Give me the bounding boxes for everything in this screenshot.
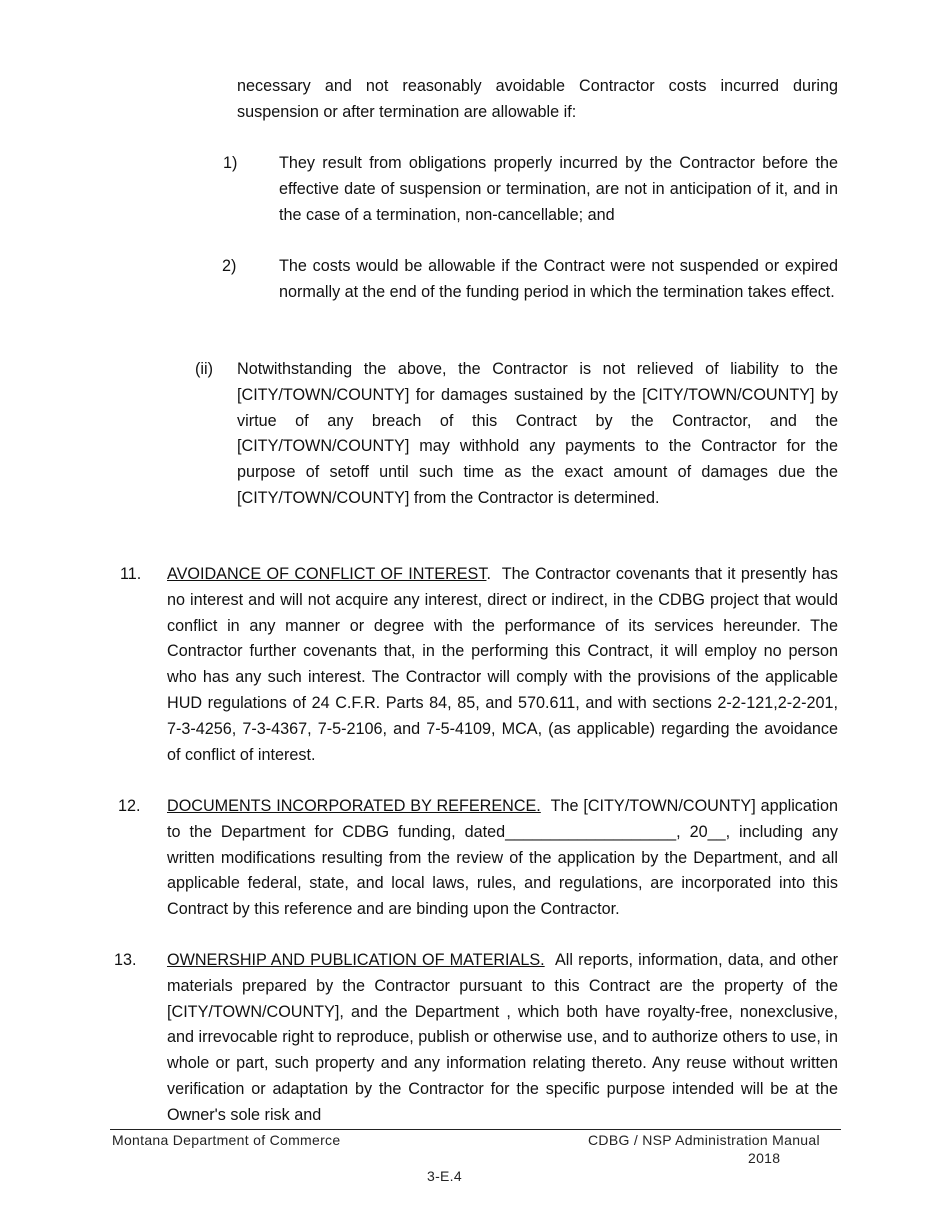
section-number: 11. — [120, 565, 142, 583]
section-13-paragraph — [167, 948, 838, 1129]
footer-left: Montana Department of Commerce — [112, 1132, 341, 1148]
subitem-number: 1) — [223, 154, 238, 172]
subitem-number: 2) — [222, 257, 237, 275]
subitem-text: The costs would be allowable if the Contract were not suspended or expired normally at the end of the funding period in which the termination takes effect. — [279, 257, 838, 301]
section-heading-punct: . — [486, 565, 491, 583]
continued-paragraph: necessary and not reasonably avoidable Contractor costs incurred during suspension or after termination are allowable if: — [237, 77, 838, 121]
footer-right-title: CDBG / NSP Administration Manual — [588, 1132, 820, 1148]
section-heading: AVOIDANCE OF CONFLICT OF INTEREST — [167, 565, 487, 583]
subitem-text: They result from obligations properly incurred by the Contractor before the effective date of suspension or termination, are not in anticipation of it, and in the case of a termination, non-cancellable; and — [279, 154, 838, 224]
item-ii-number: (ii) — [195, 360, 213, 378]
section-12-paragraph — [167, 794, 838, 923]
section-11-paragraph — [167, 562, 838, 768]
section-number: 12. — [118, 797, 141, 815]
page-number: 3-E.4 — [427, 1168, 462, 1184]
footer-right-year: 2018 — [748, 1150, 781, 1166]
section-heading: OWNERSHIP AND PUBLICATION OF MATERIALS. — [167, 951, 545, 969]
section-body: The Contractor covenants that it presently has no interest and will not acquire any interest, direct or indirect, in the CDBG project that would conflict in any manner or degree with the performance of its services hereunder. The Contractor further covenants that, in the performing this Contract, it will employ no person who has any such interest. The Contractor will comply with the provisions of the applicable HUD regulations of 24 C.F.R. Parts 84, 85, and 570.611, and with sections 2-2-121,2-2-201, 7-3-4256, 7-3-4367, 7-5-2106, and 7-5-4109, MCA, (as applicable) regarding the avoidance of conflict of interest. — [167, 565, 838, 764]
section-body: The [CITY/TOWN/COUNTY] application to the Department for CDBG funding, dated___________________, 20__, including any written modifications resulting from the review of the application by the Department, and all applicable federal, state, and local laws, rules, and regulations, are incorporated into this Contract by this reference and are binding upon the Contractor. — [167, 797, 838, 919]
footer-divider — [110, 1129, 841, 1130]
section-number: 13. — [114, 951, 137, 969]
section-body: All reports, information, data, and other materials prepared by the Contractor pursuant to this Contract are the property of the [CITY/TOWN/COUNTY], and the Department , which both have royalty-free, nonexclusive, and irrevocable right to reproduce, publish or otherwise use, and to authorize others to use, in whole or part, such property and any information relating thereto. Any reuse without written verification or adaptation by the Contractor for the specific purpose intended will be at the Owner's sole risk and — [167, 951, 839, 1124]
item-ii-text: Notwithstanding the above, the Contractor is not relieved of liability to the [CITY/TOWN/COUNTY] for damages sustained by the [CITY/TOWN/COUNTY] by virtue of any breach of this Contract by the Contractor, and the [CITY/TOWN/COUNTY] may withhold any payments to the Contractor for the purpose of setoff until such time as the exact amount of damages due the [CITY/TOWN/COUNTY] from the Contractor is determined. — [237, 360, 838, 507]
section-heading: DOCUMENTS INCORPORATED BY REFERENCE. — [167, 797, 541, 815]
